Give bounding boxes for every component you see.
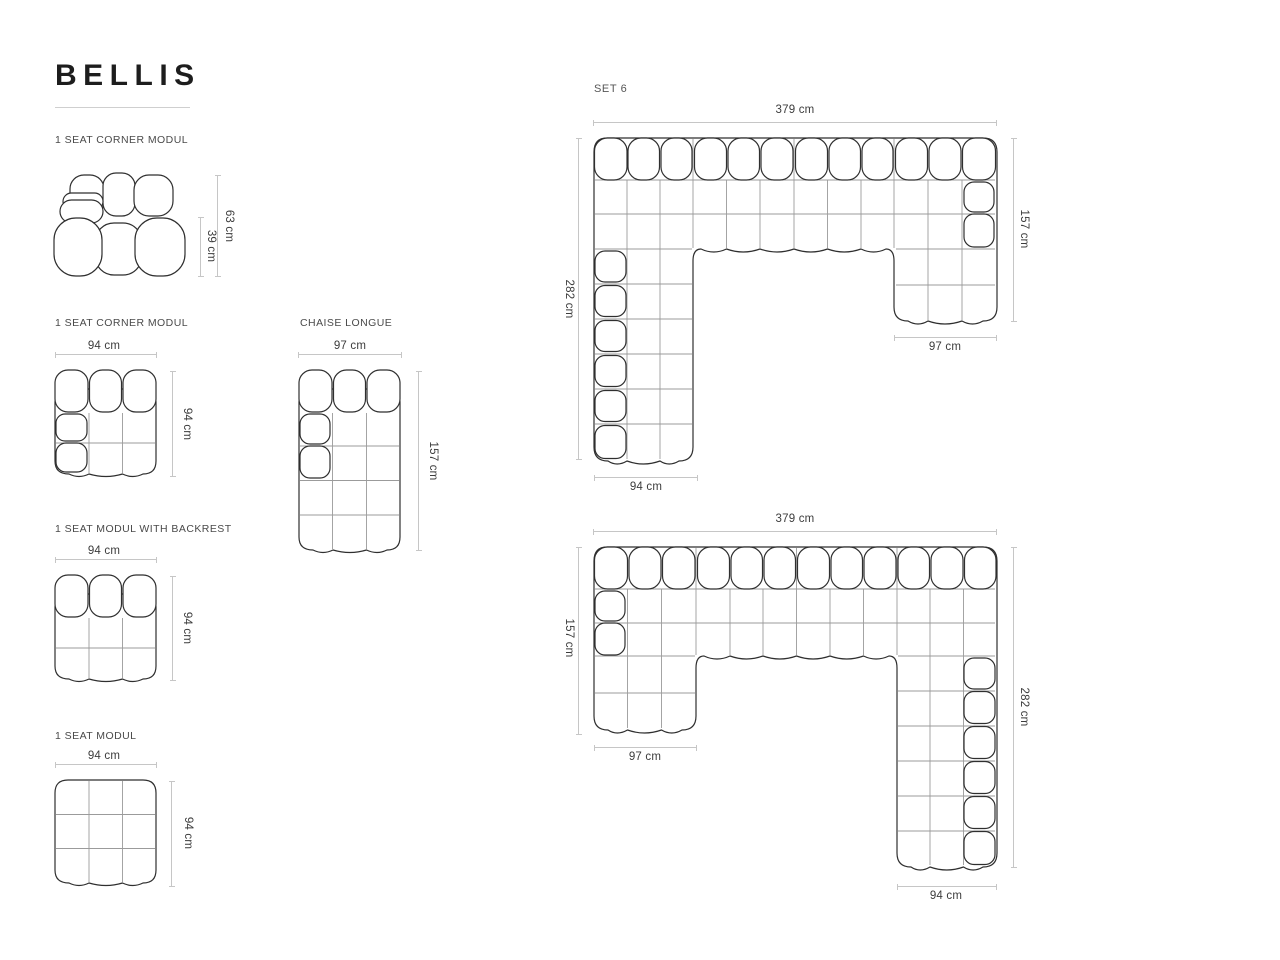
- corner-top-width-line: [55, 354, 157, 355]
- set-label: SET 6: [594, 83, 628, 95]
- chaise-depth-line: [418, 371, 419, 551]
- seat-depth-label: 94 cm: [181, 816, 194, 850]
- seat-width-label: 94 cm: [87, 750, 121, 762]
- set1-bottom-left-line: [594, 477, 698, 478]
- set2-right-label: 282 cm: [1017, 687, 1030, 727]
- dim-line-seat-height: [200, 217, 201, 277]
- set1-drawing: [593, 137, 997, 467]
- set2-bottom-right-line: [897, 886, 997, 887]
- set1-top-label: 379 cm: [775, 104, 815, 116]
- page-title: BELLIS: [55, 59, 201, 92]
- set2-drawing: [593, 546, 997, 876]
- dim-line-total-height: [217, 175, 218, 277]
- set2-top-line: [593, 531, 997, 532]
- set1-left-label: 282 cm: [562, 279, 575, 319]
- seat-depth-line: [171, 781, 172, 887]
- set2-bottom-right-label: 94 cm: [929, 890, 963, 902]
- chaise-depth-label: 157 cm: [426, 441, 439, 481]
- corner-front-drawing: [50, 172, 190, 280]
- corner-top-width-label: 94 cm: [87, 340, 121, 352]
- seat-module-label: 1 SEAT MODUL: [55, 730, 137, 742]
- set2-top-label: 379 cm: [775, 513, 815, 525]
- chaise-width-line: [298, 354, 402, 355]
- set1-bottom-left-label: 94 cm: [629, 481, 663, 493]
- module-corner-top-label: 1 SEAT CORNER MODUL: [55, 317, 189, 329]
- backrest-module-drawing: [54, 574, 157, 686]
- backrest-module-label: 1 SEAT MODUL WITH BACKREST: [55, 523, 232, 535]
- corner-top-drawing: [54, 369, 157, 481]
- dim-label-seat-height: 39 cm: [204, 229, 217, 263]
- backrest-depth-line: [172, 576, 173, 681]
- set2-left-line: [578, 547, 579, 735]
- backrest-width-label: 94 cm: [87, 545, 121, 557]
- set2-bottom-left-label: 97 cm: [628, 751, 662, 763]
- set2-right-line: [1013, 547, 1014, 868]
- set1-top-line: [593, 122, 997, 123]
- module-corner-front-label: 1 SEAT CORNER MODUL: [55, 134, 189, 146]
- seat-module-drawing: [54, 779, 157, 889]
- set1-right-label: 157 cm: [1017, 209, 1030, 249]
- set1-bottom-right-line: [894, 337, 997, 338]
- seat-width-line: [55, 764, 157, 765]
- set1-bottom-right-label: 97 cm: [928, 341, 962, 353]
- set1-right-line: [1013, 138, 1014, 322]
- chaise-width-label: 97 cm: [333, 340, 367, 352]
- chaise-label: CHAISE LONGUE: [300, 317, 393, 329]
- set2-bottom-left-line: [594, 747, 697, 748]
- dim-label-total-height: 63 cm: [222, 209, 235, 243]
- chaise-drawing: [298, 369, 401, 557]
- backrest-width-line: [55, 559, 157, 560]
- set1-left-line: [578, 138, 579, 460]
- title-underline: [55, 107, 190, 108]
- corner-top-depth-label: 94 cm: [180, 407, 193, 441]
- corner-top-depth-line: [172, 371, 173, 477]
- set2-left-label: 157 cm: [562, 618, 575, 658]
- backrest-depth-label: 94 cm: [180, 611, 193, 645]
